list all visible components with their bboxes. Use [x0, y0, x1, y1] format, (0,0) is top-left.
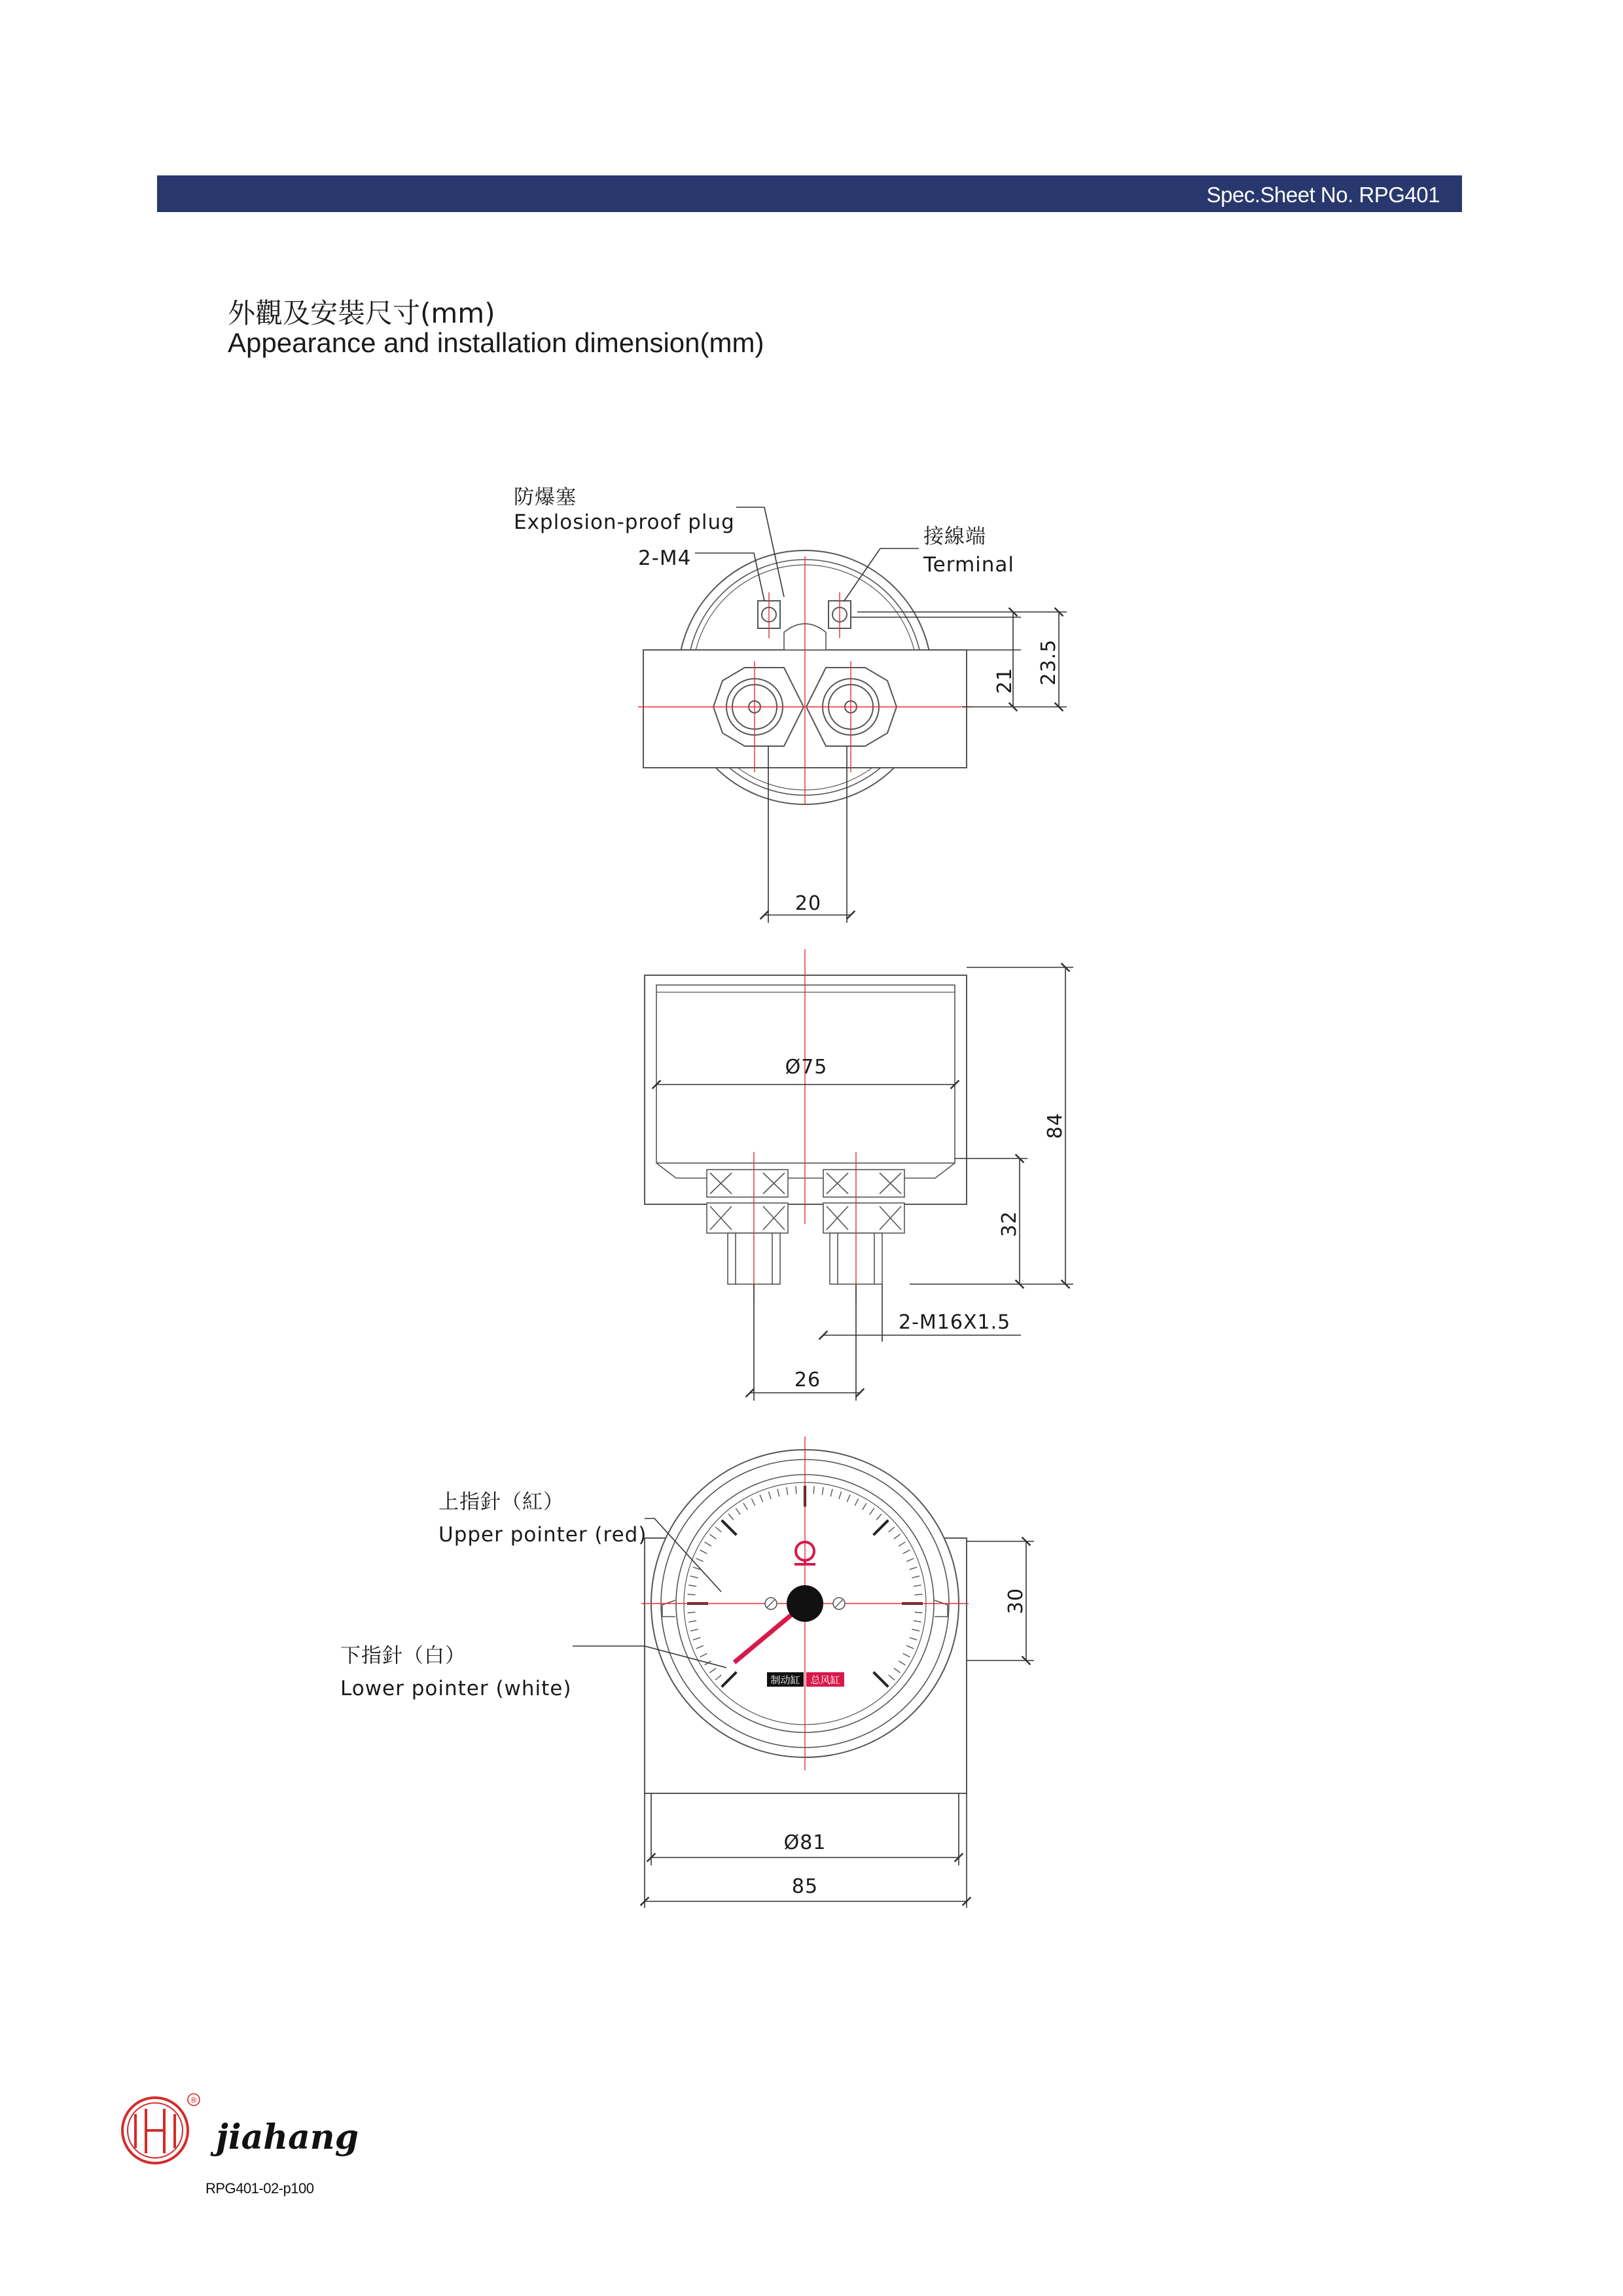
dial-minor-tick	[688, 1594, 696, 1595]
dim-dia75: Ø75	[785, 1056, 828, 1079]
pointer-hub	[787, 1585, 823, 1622]
dim-20: 20	[794, 892, 822, 915]
document-code: RPG401-02-p100	[205, 2180, 314, 2197]
terminal-label-zh: 接線端	[923, 525, 986, 548]
dim-26: 26	[794, 1369, 821, 1391]
upper-pointer-label-en: Upper pointer (red)	[438, 1523, 647, 1547]
spec-sheet-number: Spec.Sheet No. RPG401	[1206, 183, 1440, 207]
plug-label-zh: 防爆塞	[514, 486, 577, 509]
side-view	[645, 975, 967, 1284]
dim-dia81: Ø81	[783, 1831, 827, 1854]
dim-30: 30	[1005, 1587, 1027, 1615]
dial-minor-tick	[688, 1612, 696, 1613]
lower-pointer-label-zh: 下指針（白）	[340, 1644, 466, 1668]
dial-label-left: 制动缸	[770, 1674, 800, 1686]
dial-minor-tick	[813, 1486, 814, 1494]
terminal-leader	[844, 548, 919, 601]
terminal-label-en: Terminal	[923, 553, 1015, 577]
dim-21: 21	[993, 667, 1016, 694]
section-title-chinese: 外觀及安裝尺寸(mm)	[228, 297, 495, 329]
upper-pointer-label-zh: 上指針（紅）	[438, 1490, 564, 1514]
dim-85: 85	[791, 1875, 819, 1898]
jiahang-logo-icon	[122, 2098, 188, 2163]
section-title-english: Appearance and installation dimension(mm)	[228, 327, 764, 358]
registered-mark: ®	[190, 2096, 198, 2105]
dial-minor-tick	[914, 1612, 922, 1613]
screw-label: 2-M4	[638, 547, 692, 570]
dial-label-right: 总风缸	[810, 1674, 840, 1686]
thread-label: 2-M16X1.5	[899, 1311, 1011, 1334]
dim-84: 84	[1044, 1112, 1067, 1139]
plug-label-en: Explosion-proof plug	[514, 511, 735, 534]
dial-minor-tick	[914, 1594, 922, 1595]
brand-name: jiahang	[216, 2117, 359, 2157]
dim-23-5: 23.5	[1037, 639, 1060, 686]
dim-32: 32	[998, 1210, 1021, 1238]
lower-pointer-label-en: Lower pointer (white)	[340, 1677, 572, 1700]
